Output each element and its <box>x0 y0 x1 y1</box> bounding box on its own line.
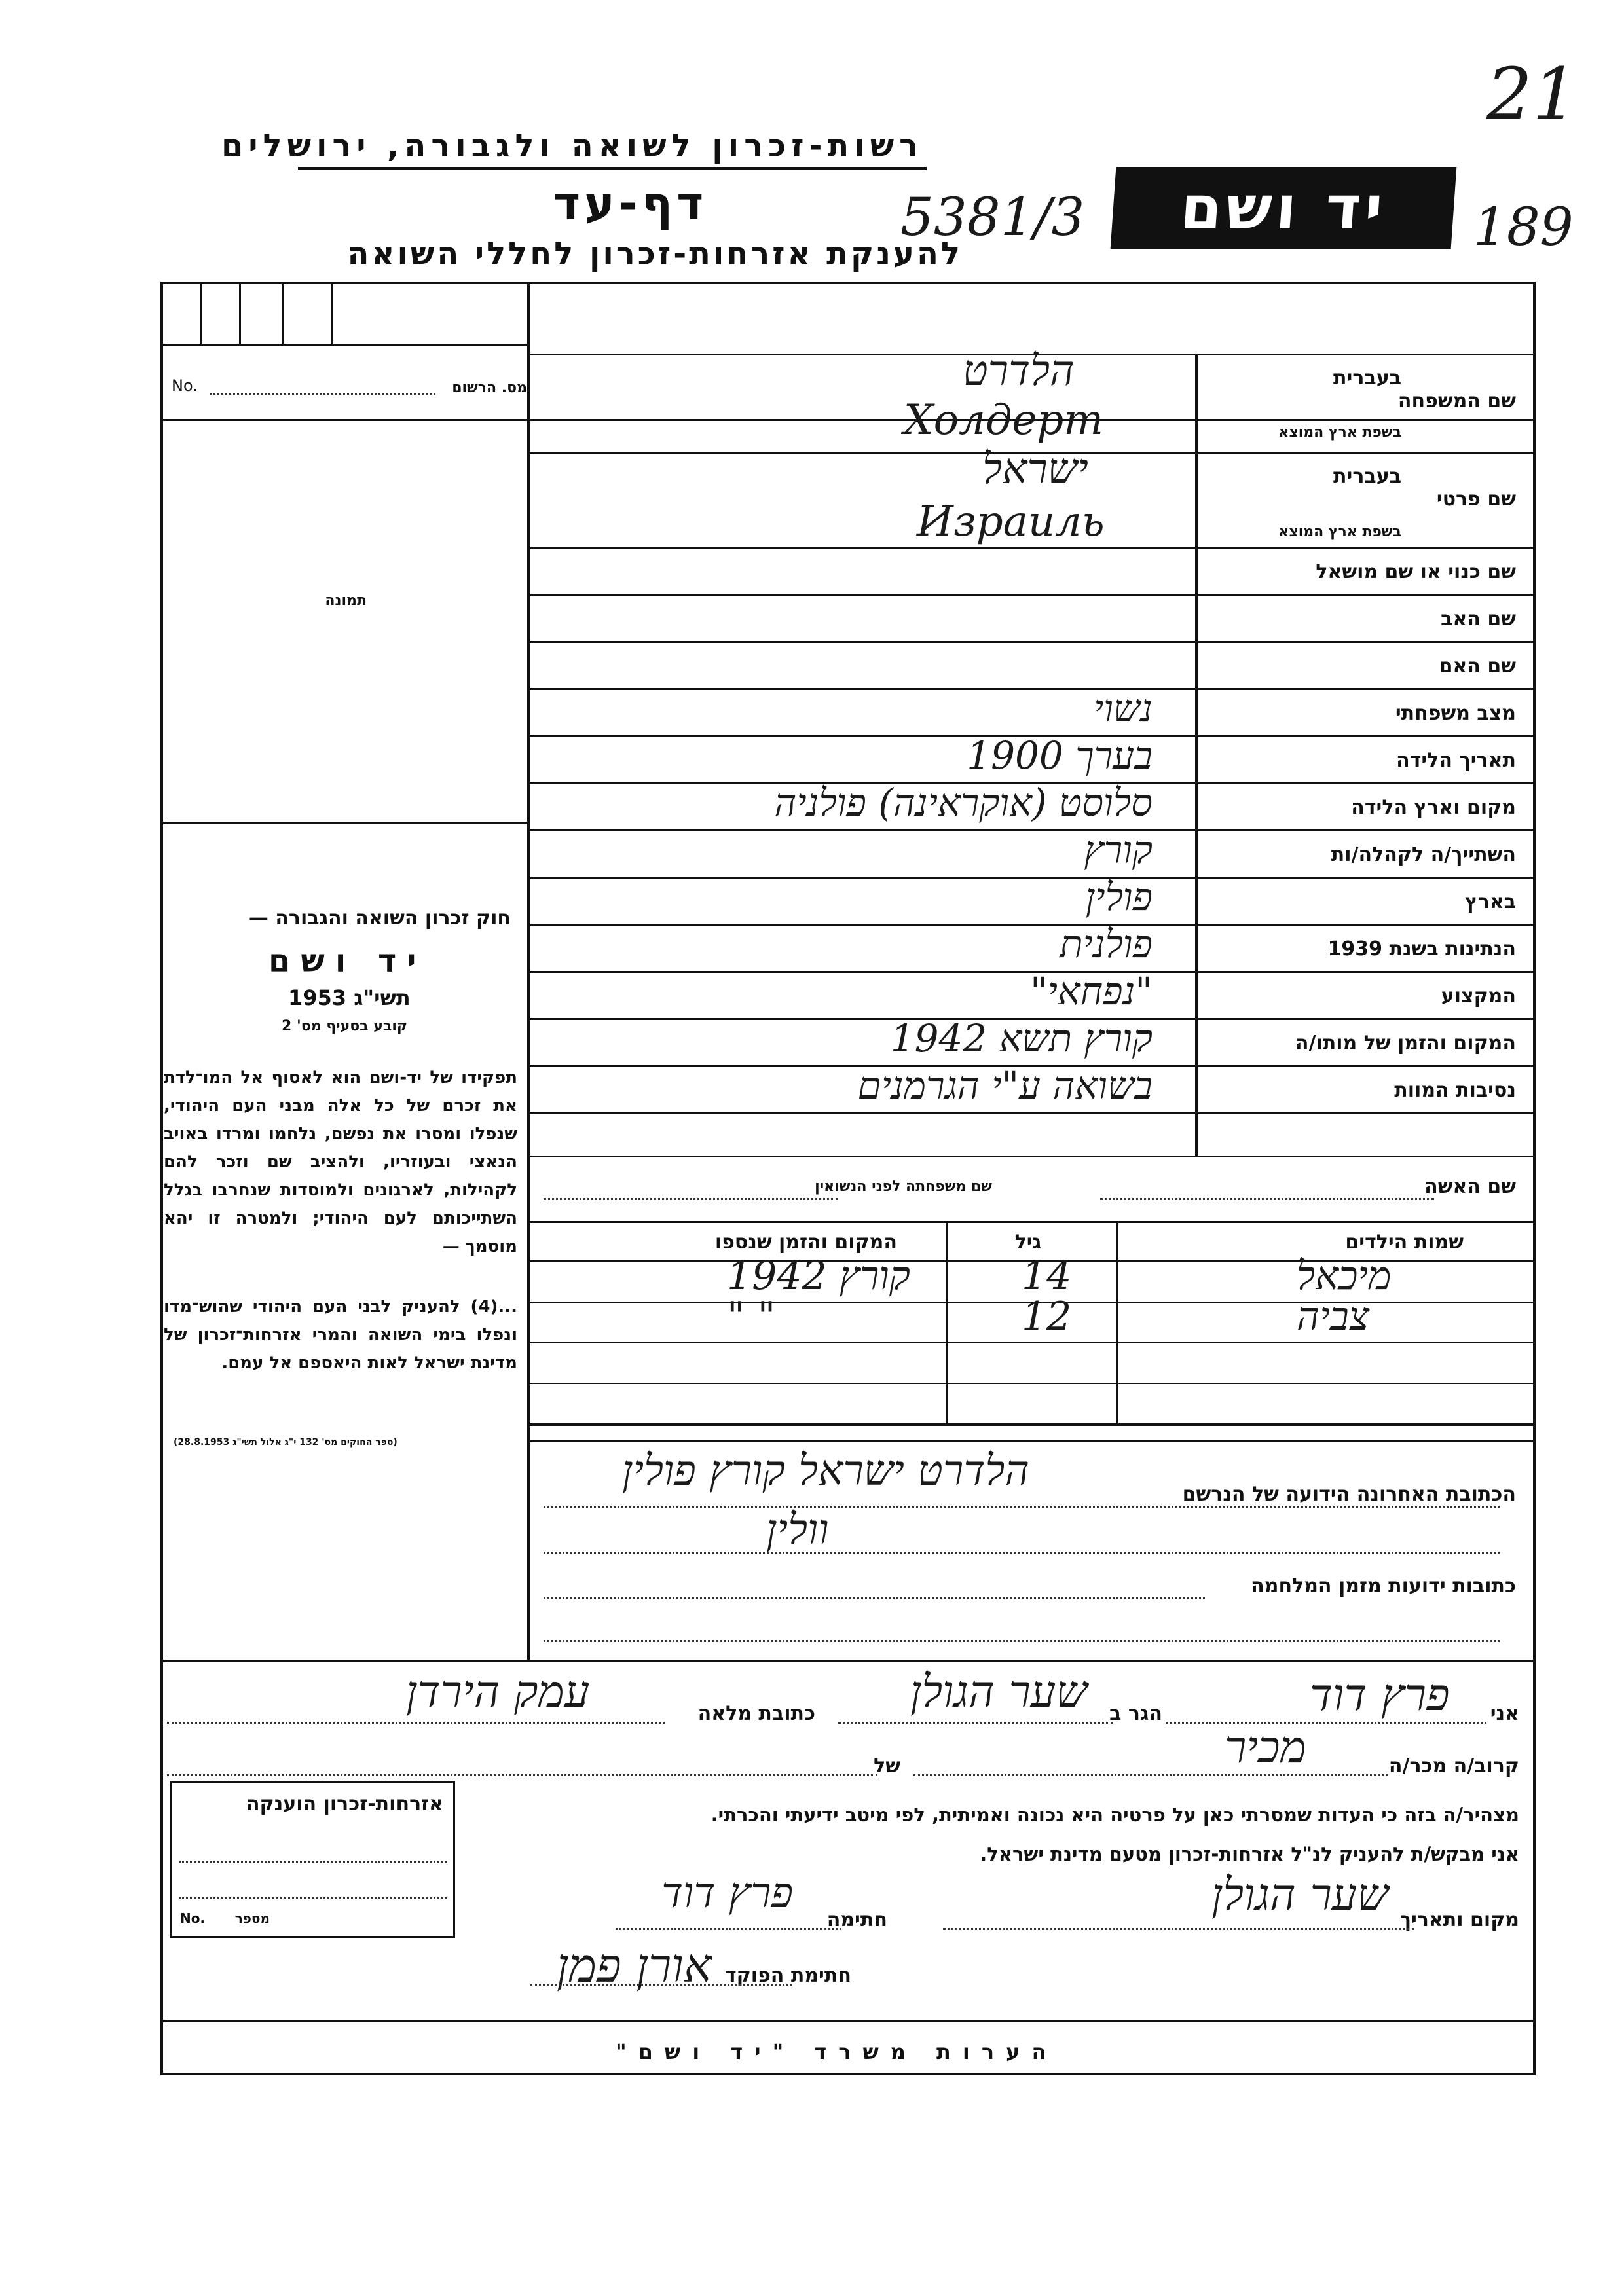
field-value: פולנית <box>1060 922 1153 966</box>
law-name: יד ושם <box>268 943 427 979</box>
logo-text: יד ושם <box>1177 173 1390 243</box>
child-name: מיכאל <box>1297 1253 1392 1299</box>
declarant-name-value: פרץ דוד <box>1310 1669 1450 1721</box>
place-date-value: שער הגולן <box>1211 1869 1389 1921</box>
firstname-hebrew-value: ישראל <box>982 445 1088 494</box>
child-age: 14 <box>1022 1253 1072 1299</box>
label-resident: הגר ב <box>1109 1702 1162 1725</box>
field-value: קורץ <box>1084 828 1153 872</box>
signature-value: פרץ דוד <box>661 1869 794 1918</box>
file-number: 5381/3 <box>900 187 1085 247</box>
citizenship-no-label: No. <box>180 1910 206 1926</box>
label-official-signature: חתימת הפוקד <box>725 1964 851 1987</box>
label-i: אני <box>1490 1702 1519 1725</box>
footer-remarks: הערות משרד "יד ושם" <box>616 2039 1058 2064</box>
label-wife: שם האשה <box>1424 1175 1516 1198</box>
full-address-value: עמק הירדן <box>406 1666 590 1718</box>
request-text: אני מבקש/ת להעניק לנ"ל אזרחות-זכרון מטעם מדינת ישראל. <box>980 1843 1519 1865</box>
child-place-time: " " <box>727 1294 776 1339</box>
label-firstname: שם פרטי <box>1436 488 1516 511</box>
field-value: סלוסט (אוקראינה) פולניה <box>774 780 1153 825</box>
label-full-address: כתובת מלאה <box>697 1702 815 1725</box>
field-label: מקום וארץ הלידה <box>1351 796 1516 819</box>
field-label: המקום והזמן של מותו/ה <box>1295 1032 1516 1055</box>
field-label: בארץ <box>1464 890 1516 913</box>
children-header-age: גיל <box>1014 1231 1041 1254</box>
field-label: שם כנוי או שם מושאל <box>1316 560 1516 583</box>
label-place-date: מקום ותאריך <box>1399 1908 1519 1931</box>
surname-origin-value: Холдерт <box>904 396 1103 445</box>
authority-title: רשות-זכרון לשואה ולגבורה, ירושלים <box>221 128 923 164</box>
field-value: בשואה ע"י הגרמנים <box>857 1063 1153 1108</box>
reg-no-label: No. <box>172 376 198 395</box>
field-value: פולין <box>1085 875 1153 919</box>
last-address-value: הלדרט ישראל קורץ פולין <box>622 1447 1029 1495</box>
citizenship-number-label: מספר <box>234 1910 270 1926</box>
page-title: דף-עד <box>553 177 708 230</box>
citizenship-box-title: אזרחות-זכרון הוענקה <box>246 1793 443 1815</box>
field-label: שם האם <box>1439 655 1516 678</box>
label-last-address: הכתובת האחרונה הידועה של הנרשם <box>1182 1483 1516 1506</box>
field-label: השתייך/ה לקהלה/ות <box>1331 843 1516 866</box>
field-label: הנתינות בשנת 1939 <box>1327 938 1516 960</box>
relative-value: מכיר <box>1225 1722 1306 1774</box>
field-label: המקצוע <box>1441 985 1516 1008</box>
label-wife-maiden: שם משפחתה לפני הנשואין <box>815 1178 992 1195</box>
field-value: בערך 1900 <box>967 733 1153 778</box>
firstname-origin-value: Израиль <box>917 498 1105 546</box>
child-place-time: קורץ 1942 <box>727 1253 910 1299</box>
children-header-place: המקום והזמן שנספו <box>714 1231 897 1254</box>
photo-label: תמונה <box>325 592 367 609</box>
surname-hebrew-value: הלדרט <box>963 347 1075 395</box>
label-surname-hebrew: בעברית <box>1333 367 1401 390</box>
law-year: תשי"ג 1953 <box>288 985 411 1010</box>
field-value: קורץ תשא 1942 <box>890 1016 1153 1061</box>
label-of: של <box>874 1755 900 1777</box>
stamp-number: 189 <box>1473 196 1574 257</box>
field-label: מצב משפחתי <box>1395 702 1516 725</box>
child-age: 12 <box>1022 1294 1072 1339</box>
law-title: חוק זכרון השואה והגבורה — <box>248 907 511 930</box>
declare-text: מצהיר/ה בזה כי העדות שמסרתי כאן על פרטיה היא נכונה ואמיתית, לפי מיטב ידיעתי והכרתי. <box>710 1804 1519 1826</box>
label-surname-origin: בשפת ארץ המוצא <box>1278 424 1401 441</box>
label-firstname-origin: בשפת ארץ המוצא <box>1278 524 1401 540</box>
law-text-1: תפקידו של יד-ושם הוא לאסוף אל המו־לדת את זכרם של כל אלה מבני העם היהודי, שנפלו ומסרו את נפשם, נלחמו ומרדו באויב הנאצי ובעוזריו, ולהציב שם וזכר להם לקהילות, לארגונים ולמוסדות שנחרבו בגלל השתייכותם לעם היהודי; ולמטרה זו יהא מוסמך — <box>164 1068 517 1256</box>
official-signature-value: אורן פמן <box>557 1938 712 1993</box>
field-label: תאריך הלידה <box>1396 749 1516 772</box>
page-subtitle: להענקת אזרחות-זכרון לחללי השואה <box>347 236 963 272</box>
child-name: צביה <box>1297 1294 1370 1339</box>
law-clause: קובע בסעיף מס' 2 <box>282 1018 408 1034</box>
label-war-address: כתובות ידועות מזמן המלחמה <box>1251 1575 1516 1597</box>
citizenship-box <box>170 1781 455 1938</box>
label-firstname-hebrew: בעברית <box>1333 465 1401 488</box>
law-citation: (ספר החוקים מס' 132 י"ג אלול תשי"ג 28.8.1953) <box>174 1437 397 1448</box>
children-header-names: שמות הילדים <box>1345 1231 1464 1254</box>
label-surname: שם המשפחה <box>1397 390 1516 412</box>
field-value: נשוי <box>1094 686 1153 731</box>
last-address-value-2: וולין <box>766 1506 829 1554</box>
yad-vashem-logo <box>1111 167 1457 249</box>
resident-value: שער הגולן <box>910 1666 1088 1718</box>
field-value: "נפחאי" <box>1030 969 1153 1013</box>
label-signature: חתימה <box>826 1908 887 1931</box>
corner-number: 21 <box>1486 52 1578 136</box>
field-label: נסיבות המוות <box>1394 1079 1516 1102</box>
field-label: שם האב <box>1441 608 1516 630</box>
label-relative: קרוב/ה מכר/ה <box>1388 1755 1519 1777</box>
reg-label: מס. הרשום <box>452 380 527 396</box>
law-text-2: ...(4) להעניק לבני העם היהודי שהוש־מדו ונפלו בימי השואה והמרי אזרחות־זכרון של מדינת ישראל לאות היאספם אל עמם. <box>164 1297 517 1373</box>
